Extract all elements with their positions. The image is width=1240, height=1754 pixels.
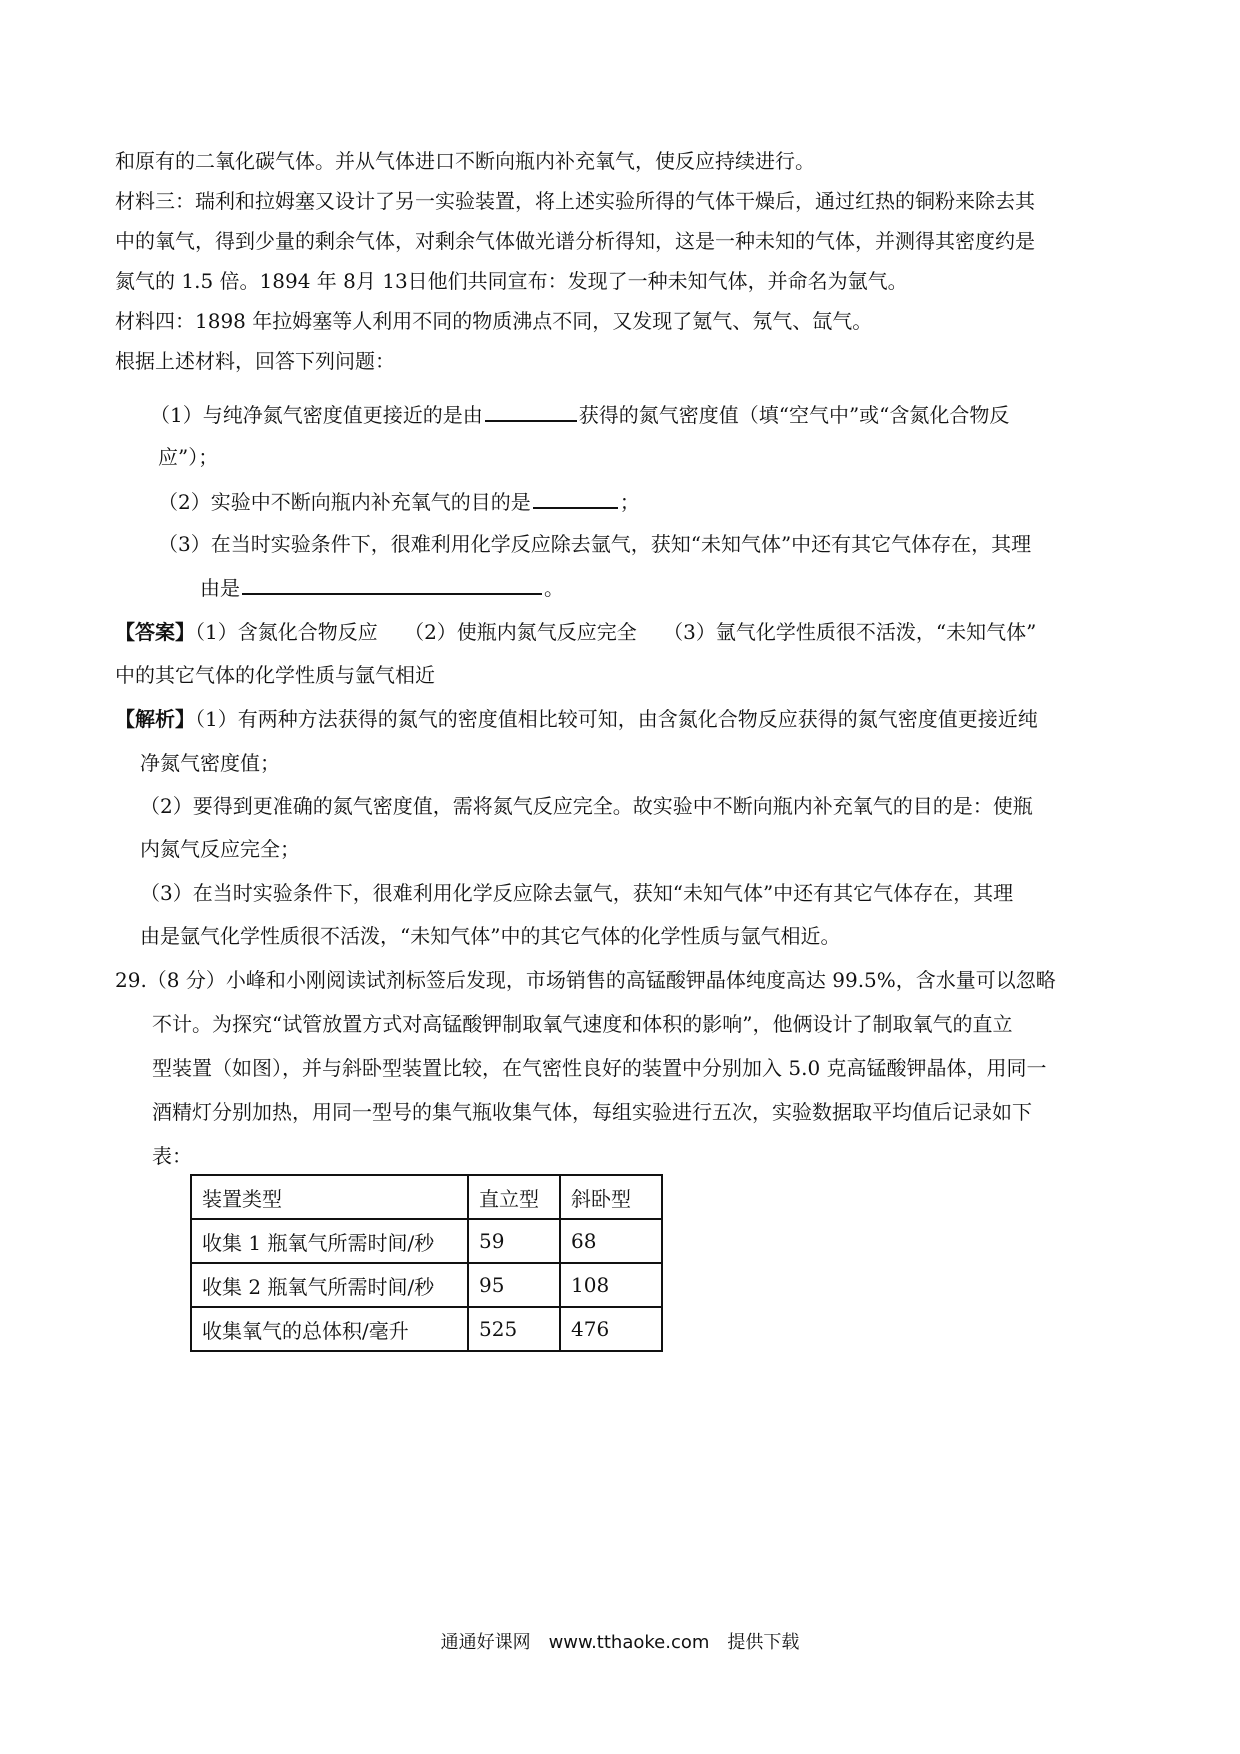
table-cell: 108 — [560, 1263, 662, 1307]
analysis-p1-line2: 净氮气密度值； — [140, 751, 280, 775]
table-header-cell: 斜卧型 — [560, 1175, 662, 1219]
question-2-end: ； — [619, 490, 640, 514]
table-cell: 收集氧气的总体积/毫升 — [191, 1307, 468, 1351]
analysis-p3-line1: （3）在当时实验条件下，很难利用化学反应除去氩气，获知“未知气体”中还有其它气体存在，其理 — [140, 881, 1014, 905]
table-cell: 525 — [468, 1307, 560, 1351]
table-header-cell: 装置类型 — [191, 1175, 468, 1219]
material3-line-1: 材料三：瑞利和拉姆塞又设计了另一实验装置，将上述实验所得的气体干燥后，通过红热的铜粉来除去其 — [115, 189, 1035, 213]
table-row — [191, 1263, 662, 1307]
answer-line-1 — [115, 618, 1036, 646]
q29-line-3: 型装置（如图），并与斜卧型装置比较，在气密性良好的装置中分别加入 5.0 克高锰酸钾晶体，用同一 — [152, 1056, 1047, 1080]
analysis-p1-line1: （1）有两种方法获得的氮气的密度值相比较可知，由含氮化合物反应获得的氮气密度值更接近纯 — [195, 707, 1038, 731]
q29-line-2: 不计。为探究“试管放置方式对高锰酸钾制取氧气速度和体积的影响”，他俩设计了制取氧气的直立 — [152, 1012, 1013, 1036]
question-prompt: 根据上述材料，回答下列问题： — [115, 349, 395, 373]
table-cell: 59 — [468, 1219, 560, 1263]
analysis-label: 【解析】 — [115, 707, 195, 731]
table-row — [191, 1219, 662, 1263]
question-1-continuation: 应”）； — [158, 445, 219, 469]
table-row — [191, 1307, 662, 1351]
question-2 — [158, 487, 640, 516]
question-3-end: 。 — [544, 576, 564, 600]
q29-line-1: 29.（8 分）小峰和小刚阅读试剂标签后发现，市场销售的高锰酸钾晶体纯度高达 99.5%，含水量可以忽略 — [115, 968, 1056, 992]
material4-line: 材料四：1898 年拉姆塞等人利用不同的物质沸点不同，又发现了氪气、氖气、氙气。 — [115, 309, 873, 333]
material3-line-2: 中的氧气，得到少量的剩余气体，对剩余气体做光谱分析得知，这是一种未知的气体，并测得其密度约是 — [115, 229, 1035, 253]
question-3-continuation — [200, 573, 564, 602]
question-1-answer-blank[interactable] — [485, 400, 577, 422]
answer-label: 【答案】 — [115, 620, 195, 644]
table-header-cell: 直立型 — [468, 1175, 560, 1219]
analysis-p2-line1: （2）要得到更准确的氮气密度值，需将氮气反应完全。故实验中不断向瓶内补充氧气的目的是：使瓶 — [140, 794, 1033, 818]
experiment-data-table — [190, 1174, 663, 1352]
table-cell: 95 — [468, 1263, 560, 1307]
answer-text: （1）含氮化合物反应 （2）使瓶内氮气反应完全 （3）氩气化学性质很不活泼，“未知气体” — [195, 620, 1037, 644]
table-cell: 68 — [560, 1219, 662, 1263]
table-header-row — [191, 1175, 662, 1219]
table-cell: 收集 2 瓶氧气所需时间/秒 — [191, 1263, 468, 1307]
table-cell: 476 — [560, 1307, 662, 1351]
question-3: （3）在当时实验条件下，很难利用化学反应除去氩气，获知“未知气体”中还有其它气体存在，其理 — [158, 532, 1032, 556]
material2-end-line: 和原有的二氧化碳气体。并从气体进口不断向瓶内补充氧气，使反应持续进行。 — [115, 149, 815, 173]
analysis-line-1 — [115, 705, 1038, 733]
table-cell: 收集 1 瓶氧气所需时间/秒 — [191, 1219, 468, 1263]
question-2-text: （2）实验中不断向瓶内补充氧气的目的是 — [158, 490, 531, 514]
analysis-p2-line2: 内氮气反应完全； — [140, 837, 300, 861]
question-3-text-b: 由是 — [200, 576, 240, 600]
answer-line-2: 中的其它气体的化学性质与氩气相近 — [115, 663, 435, 687]
question-1-text-b: 获得的氮气密度值（填“空气中”或“含氮化合物反 — [578, 403, 1010, 427]
question-3-answer-blank[interactable] — [242, 573, 542, 595]
question-1-text-a: （1）与纯净氮气密度值更接近的是由 — [150, 403, 483, 427]
page-footer: 通通好课网 www.tthaoke.com 提供下载 — [440, 1632, 800, 1653]
analysis-p3-line2: 由是氩气化学性质很不活泼，“未知气体”中的其它气体的化学性质与氩气相近。 — [140, 924, 841, 948]
question-1 — [150, 400, 1009, 429]
q29-line-5: 表： — [152, 1144, 192, 1168]
material3-line-3: 氮气的 1.5 倍。1894 年 8月 13日他们共同宣布：发现了一种未知气体，并命名为氩气。 — [115, 269, 908, 293]
question-2-answer-blank[interactable] — [533, 487, 618, 509]
q29-line-4: 酒精灯分别加热，用同一型号的集气瓶收集气体，每组实验进行五次，实验数据取平均值后记录如下 — [152, 1100, 1032, 1124]
